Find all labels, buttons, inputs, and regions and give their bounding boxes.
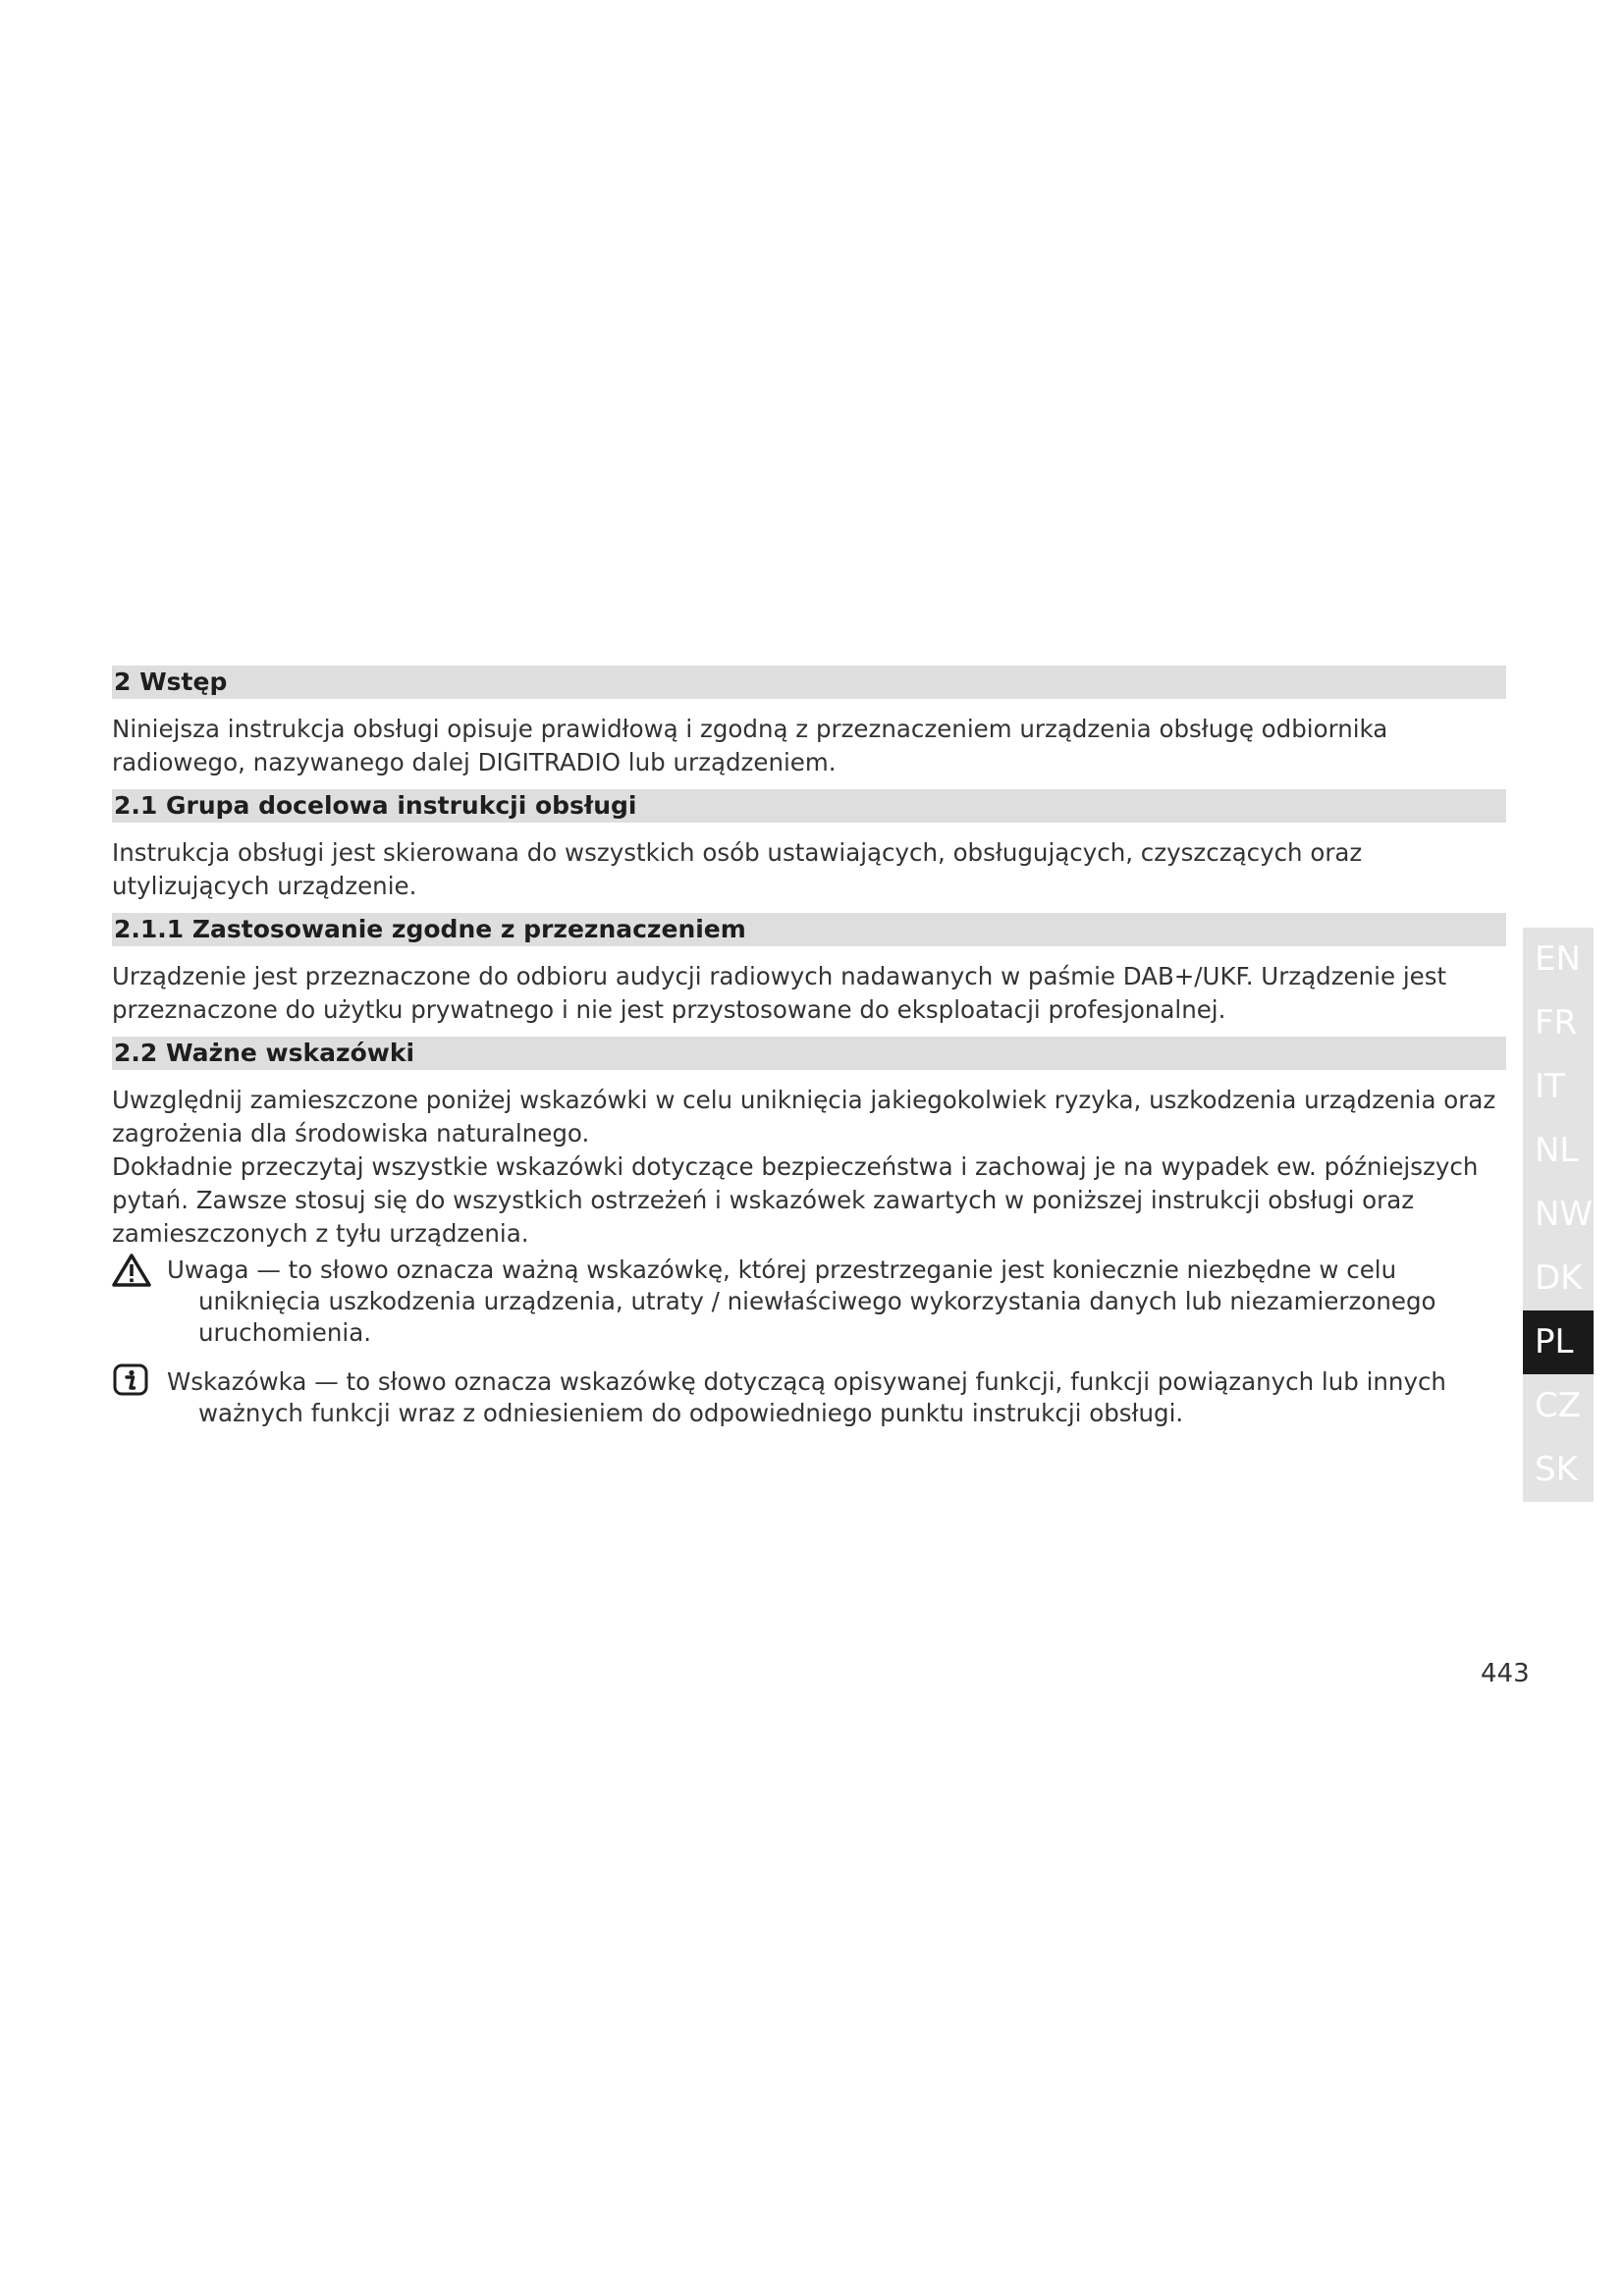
language-tab-cz[interactable]: CZ [1535, 1386, 1582, 1425]
info-note-rest: ważnych funkcji wraz z odniesieniem do odpowiedniego punktu instrukcji obsługi. [198, 1399, 1184, 1427]
language-tab-pl[interactable]: PL [1523, 1310, 1594, 1374]
page-number: 443 [1481, 1659, 1530, 1688]
language-tab-dk[interactable]: DK [1535, 1258, 1583, 1298]
warning-note-first-line: Uwaga — to słowo oznacza ważną wskazówkę, której przestrzeganie jest koniecznie niezbędne w celu [167, 1255, 1397, 1284]
section-body-intended-use [112, 960, 1506, 1027]
language-tab-nl[interactable]: NL [1535, 1131, 1579, 1170]
info-note-first-line: Wskazówka — to słowo oznacza wskazówkę dotyczącą opisywanej funkcji, funkcji powiązanych lub innych [167, 1367, 1446, 1396]
info-note [112, 1366, 1506, 1429]
paragraph: Niniejsza instrukcja obsługi opisuje prawidłową i zgodną z przeznaczeniem urządzenia obsługę odbiornika radiowego, nazywanego dalej DIGITRADIO lub urządzeniem. [112, 715, 1388, 776]
document-content [112, 666, 1506, 1429]
language-tab-nw[interactable]: NW [1535, 1195, 1594, 1234]
language-tab-bar [1523, 928, 1594, 1502]
paragraph: Urządzenie jest przeznaczone do odbioru audycji radiowych nadawanych w paśmie DAB+/UKF. Urządzenie jest przeznaczone do użytku prywatnego i nie jest przystosowane do eksploatacji profesjonalnej. [112, 962, 1447, 1024]
language-tab-sk[interactable]: SK [1535, 1450, 1578, 1489]
section-heading-intro: 2 Wstęp [112, 666, 1506, 699]
section-heading-target-group: 2.1 Grupa docelowa instrukcji obsługi [112, 789, 1506, 823]
section-heading-intended-use: 2.1.1 Zastosowanie zgodne z przeznaczeniem [112, 913, 1506, 946]
language-tab-fr[interactable]: FR [1535, 1003, 1578, 1042]
section-body-target-group [112, 836, 1506, 903]
section-body-intro [112, 713, 1506, 779]
warning-note [112, 1255, 1506, 1349]
warning-triangle-icon [112, 1253, 151, 1288]
paragraph: Uwzględnij zamieszczone poniżej wskazówki w celu uniknięcia jakiegokolwiek ryzyka, uszkodzenia urządzenia oraz zagrożenia dla środowiska naturalnego. [112, 1086, 1496, 1148]
language-tab-it[interactable]: IT [1535, 1067, 1565, 1106]
section-body-important-notes [112, 1084, 1506, 1251]
warning-note-rest: uniknięcia uszkodzenia urządzenia, utraty / niewłaściwego wykorzystania danych lub niezamierzonego uruchomienia. [198, 1287, 1436, 1347]
language-tab-en[interactable]: EN [1535, 939, 1581, 979]
section-heading-important-notes: 2.2 Ważne wskazówki [112, 1037, 1506, 1070]
paragraph: Dokładnie przeczytaj wszystkie wskazówki dotyczące bezpieczeństwa i zachowaj je na wypadek ew. późniejszych pytań. Zawsze stosuj się do wszystkich ostrzeżeń i wskazówek zawartych w poniższej instrukcji obsługi oraz zamieszczonych z tyłu urządzenia. [112, 1152, 1479, 1248]
paragraph: Instrukcja obsługi jest skierowana do wszystkich osób ustawiających, obsługujących, czyszczących oraz utylizujących urządzenie. [112, 838, 1363, 900]
info-icon [112, 1362, 151, 1398]
